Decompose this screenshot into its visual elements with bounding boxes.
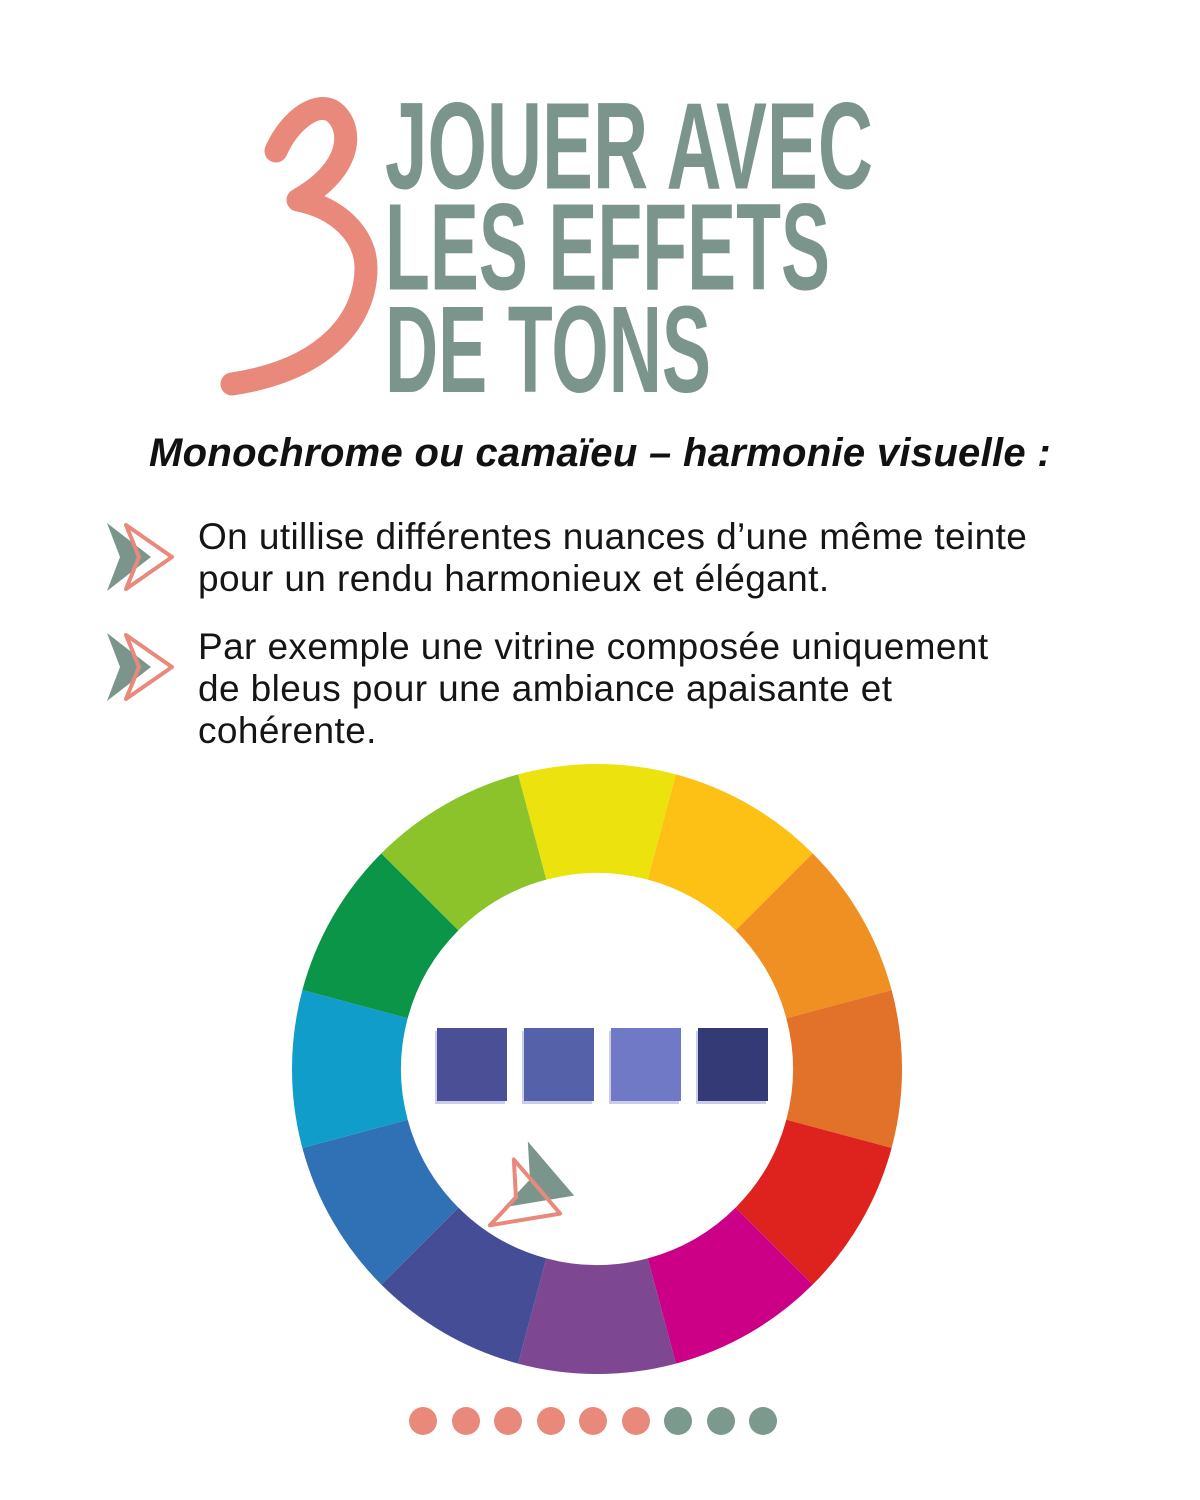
arrow-bullet-icon: [101, 518, 179, 598]
footer-dot-2: [452, 1407, 480, 1435]
blue-swatch-2: [524, 1028, 594, 1101]
footer-dot-4: [537, 1407, 565, 1435]
wheel-segment-7: [518, 1258, 676, 1374]
blue-swatch-1: [437, 1028, 507, 1101]
footer-dot-6: [622, 1407, 650, 1435]
page-title: [385, 77, 895, 419]
section-number-label: [0, 0, 1, 1]
bullet-1-line-2: pour un rendu harmonieux et élégant.: [198, 558, 830, 599]
bullet-2: [198, 626, 1158, 752]
wheel-segment-4: [786, 990, 902, 1148]
footer-dot-7: [664, 1407, 692, 1435]
footer-dot-9: [749, 1407, 777, 1435]
title-line-1: JOUER AVEC: [385, 77, 873, 215]
center-arrow-icon: [492, 1142, 592, 1260]
section-number-3: [175, 88, 405, 408]
title-line-3: DE TONS: [385, 281, 711, 419]
blue-swatch-3: [611, 1028, 681, 1101]
footer-dot-8: [707, 1407, 735, 1435]
title-line-2: LES EFFETS: [385, 178, 830, 316]
bullet-1-line-1: On utillise différentes nuances d’une même teinte: [198, 516, 1028, 557]
footer-dots: [409, 1407, 777, 1435]
numeral-stroke: [232, 108, 366, 384]
bullet-2-line-2: de bleus pour une ambiance apaisante et: [198, 668, 893, 709]
wheel-segment-1: [518, 764, 676, 880]
wheel-segment-10: [292, 990, 408, 1148]
blue-swatch-4: [698, 1028, 768, 1101]
bullet-1: [198, 516, 1158, 600]
footer-dot-5: [579, 1407, 607, 1435]
bullet-2-line-1: Par exemple une vitrine composée uniquement: [198, 626, 989, 667]
swatch-row: [437, 1028, 768, 1101]
subtitle: Monochrome ou camaïeu – harmonie visuelle :: [148, 431, 1052, 475]
footer-dot-3: [494, 1407, 522, 1435]
arrow-bullet-icon: [101, 628, 179, 708]
footer-dot-1: [409, 1407, 437, 1435]
bullet-2-line-3: cohérente.: [198, 710, 377, 751]
